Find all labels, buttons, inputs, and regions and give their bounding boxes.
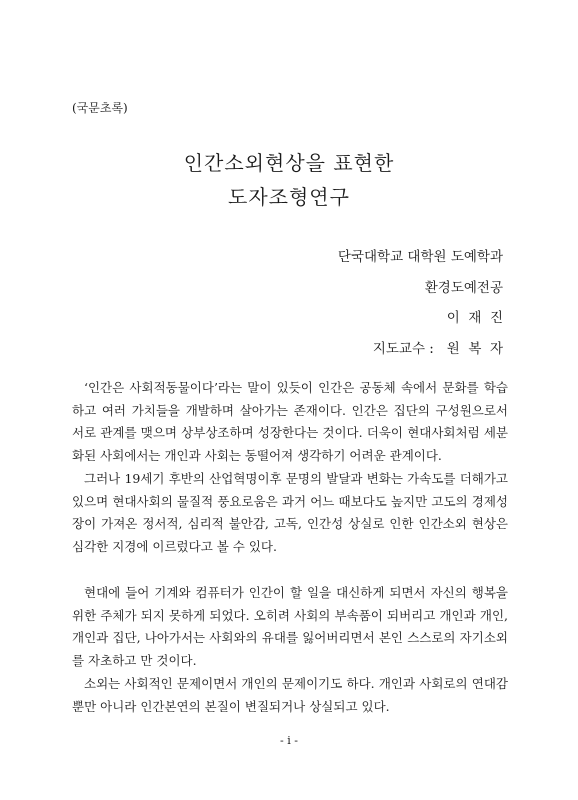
paragraph-4: 소외는 사회적인 문제이면서 개인의 문제이기도 하다. 개인과 사회로의 연대감 뿐만 아니라 인간본연의 본질이 변질되거나 상실되고 있다. [72, 675, 508, 714]
author-major: 환경도예전공 [424, 280, 503, 296]
abstract-label: (국문초록) [72, 101, 128, 115]
paragraph-1: ‘인간은 사회적동물이다’라는 말이 있듯이 인간은 공동체 속에서 문화를 학습하고 여러 가치들을 개발하며 살아가는 존재이다. 인간은 집단의 구성원으로서 서로 관계를 맺으며 상부상조하며 성장한다는 것이다. 더욱이 현대사회처럼 세분화된 사회에서는 개인과 사회는 동떨어져 생각하기 어려운 관계이다. [72, 380, 508, 464]
author-name: 이 재 진 [446, 310, 503, 326]
author-affiliation: 단국대학교 대학원 도예학과 [337, 249, 503, 265]
abstract-body-1 [72, 377, 508, 559]
advisor-line: 지도교수 : 원 복 자 [372, 341, 503, 357]
title-line-2: 도자조형연구 [228, 185, 350, 209]
paragraph-3: 현대에 들어 기계와 컴퓨터가 인간이 할 일을 대신하게 되면서 자신의 행복을 위한 주체가 되지 못하게 되었다. 오히려 사회의 부속품이 되버리고 개인과 개인, 개인과 집단, 나아가서는 사회와의 유대를 잃어버리면서 본인 스스로의 자기소외를 자초하고 만 것이다. [72, 585, 508, 669]
page-number: - i - [280, 734, 298, 747]
paragraph-2: 그러나 19세기 후반의 산업혁명이후 문명의 발달과 변화는 가속도를 더해가고 있으며 현대사회의 물질적 풍요로움은 과거 어느 때보다도 높지만 고도의 경제성장이 가져온 정서적, 심리적 불안감, 고독, 인간성 상실로 인한 인간소외 현상은 심각한 지경에 이르렀다고 볼 수 있다. [72, 470, 508, 554]
title-line-1: 인간소외현상을 표현한 [183, 151, 395, 175]
abstract-body-2 [72, 582, 508, 718]
